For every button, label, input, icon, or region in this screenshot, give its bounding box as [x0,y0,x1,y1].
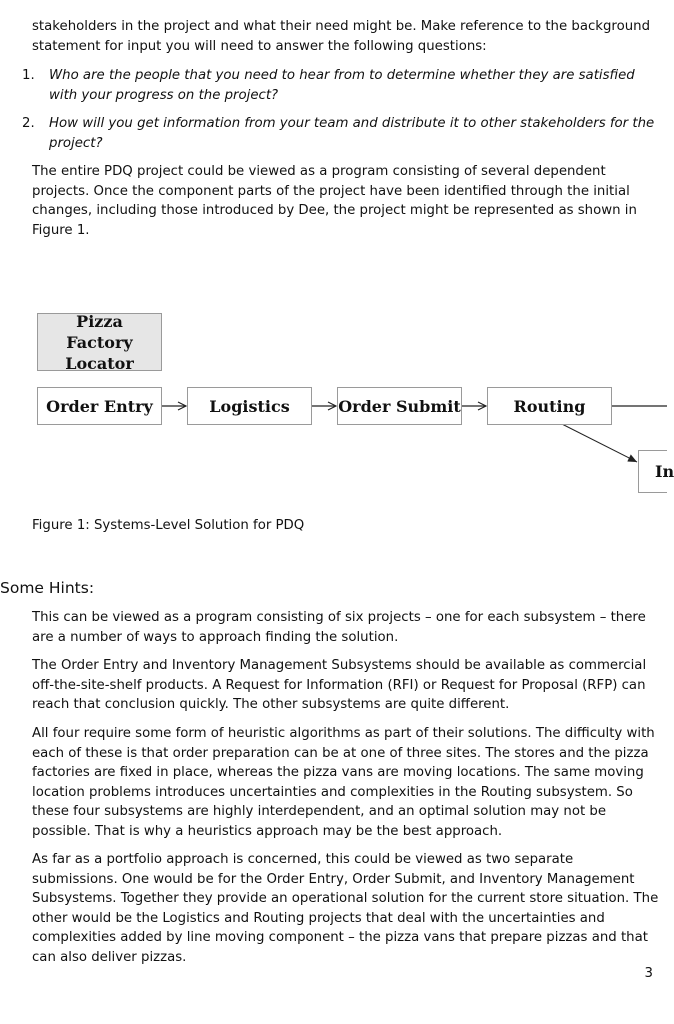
pizza-factory-locator-box [37,313,162,371]
page-number: 3 [644,966,653,981]
question-item [22,114,662,153]
figure-caption: Figure 1: Systems-Level Solution for PDQ [32,518,305,533]
hints-paragraph: The Order Entry and Inventory Management Subsystems should be available as commercial off-the-site-shelf products. A Request for Information (RFI) or Request for Proposal (RFP) can reach that conclusion quickly. The other subsystems are quite different. [32,658,647,712]
question-number: 2. [22,116,35,131]
question-text: Who are the people that you need to hear from to determine whether they are satisfied with your progress on the project? [49,68,635,103]
box-label: Pizza Factory Locator [65,311,134,373]
hints-paragraph: As far as a portfolio approach is concerned, this could be viewed as two separate submissions. One would be for the Order Entry, Order Submit, and Inventory Management Subsystems. Together they provide an operational solution for the current store situation. The other would be the Logistics and Routing projects that deal with the uncertainties and complexities added by line moving component – the pizza vans that prepare pizzas and that can also deliver pizzas. [32,852,659,965]
order-submit-box [337,387,462,425]
box-label: In [655,462,674,481]
box-label: Order Submit [338,396,461,416]
intro-paragraph: stakeholders in the project and what their need might be. Make reference to the background statement for input you will need to answer the following questions: [32,19,651,54]
question-item [22,66,662,105]
question-text: How will you get information from your team and distribute it to other stakeholders for the project? [49,116,655,151]
question-number: 1. [22,68,35,83]
hints-paragraph: This can be viewed as a program consisting of six projects – one for each subsystem – there are a number of ways to approach finding the solution. [32,610,646,645]
program-paragraph: The entire PDQ project could be viewed as a program consisting of several dependent projects. Once the component parts of the project have been identified through the initial changes, including those introduced by Dee, the project might be represented as shown in Figure 1. [32,164,637,238]
routing-box [487,387,612,425]
hints-paragraph: All four require some form of heuristic algorithms as part of their solutions. The difficulty with each of these is that order preparation can be at one of three sites. The stores and the pizza factories are fixed in place, whereas the pizza vans are moving locations. The same moving location problems introduces uncertainties and complexities in the Routing subsystem. So these four subsystems are highly interdependent, and an optimal solution may not be possible. That is why a heuristics approach may be the best approach. [32,726,655,839]
arrow-routing-to-inventory [552,419,637,462]
logistics-box [187,387,312,425]
box-label: Logistics [209,396,290,416]
hints-heading: Some Hints: [0,579,95,597]
box-label: Order Entry [46,396,153,416]
inventory-box-partial [638,450,674,493]
box-label: Routing [513,396,586,416]
order-entry-box [37,387,162,425]
